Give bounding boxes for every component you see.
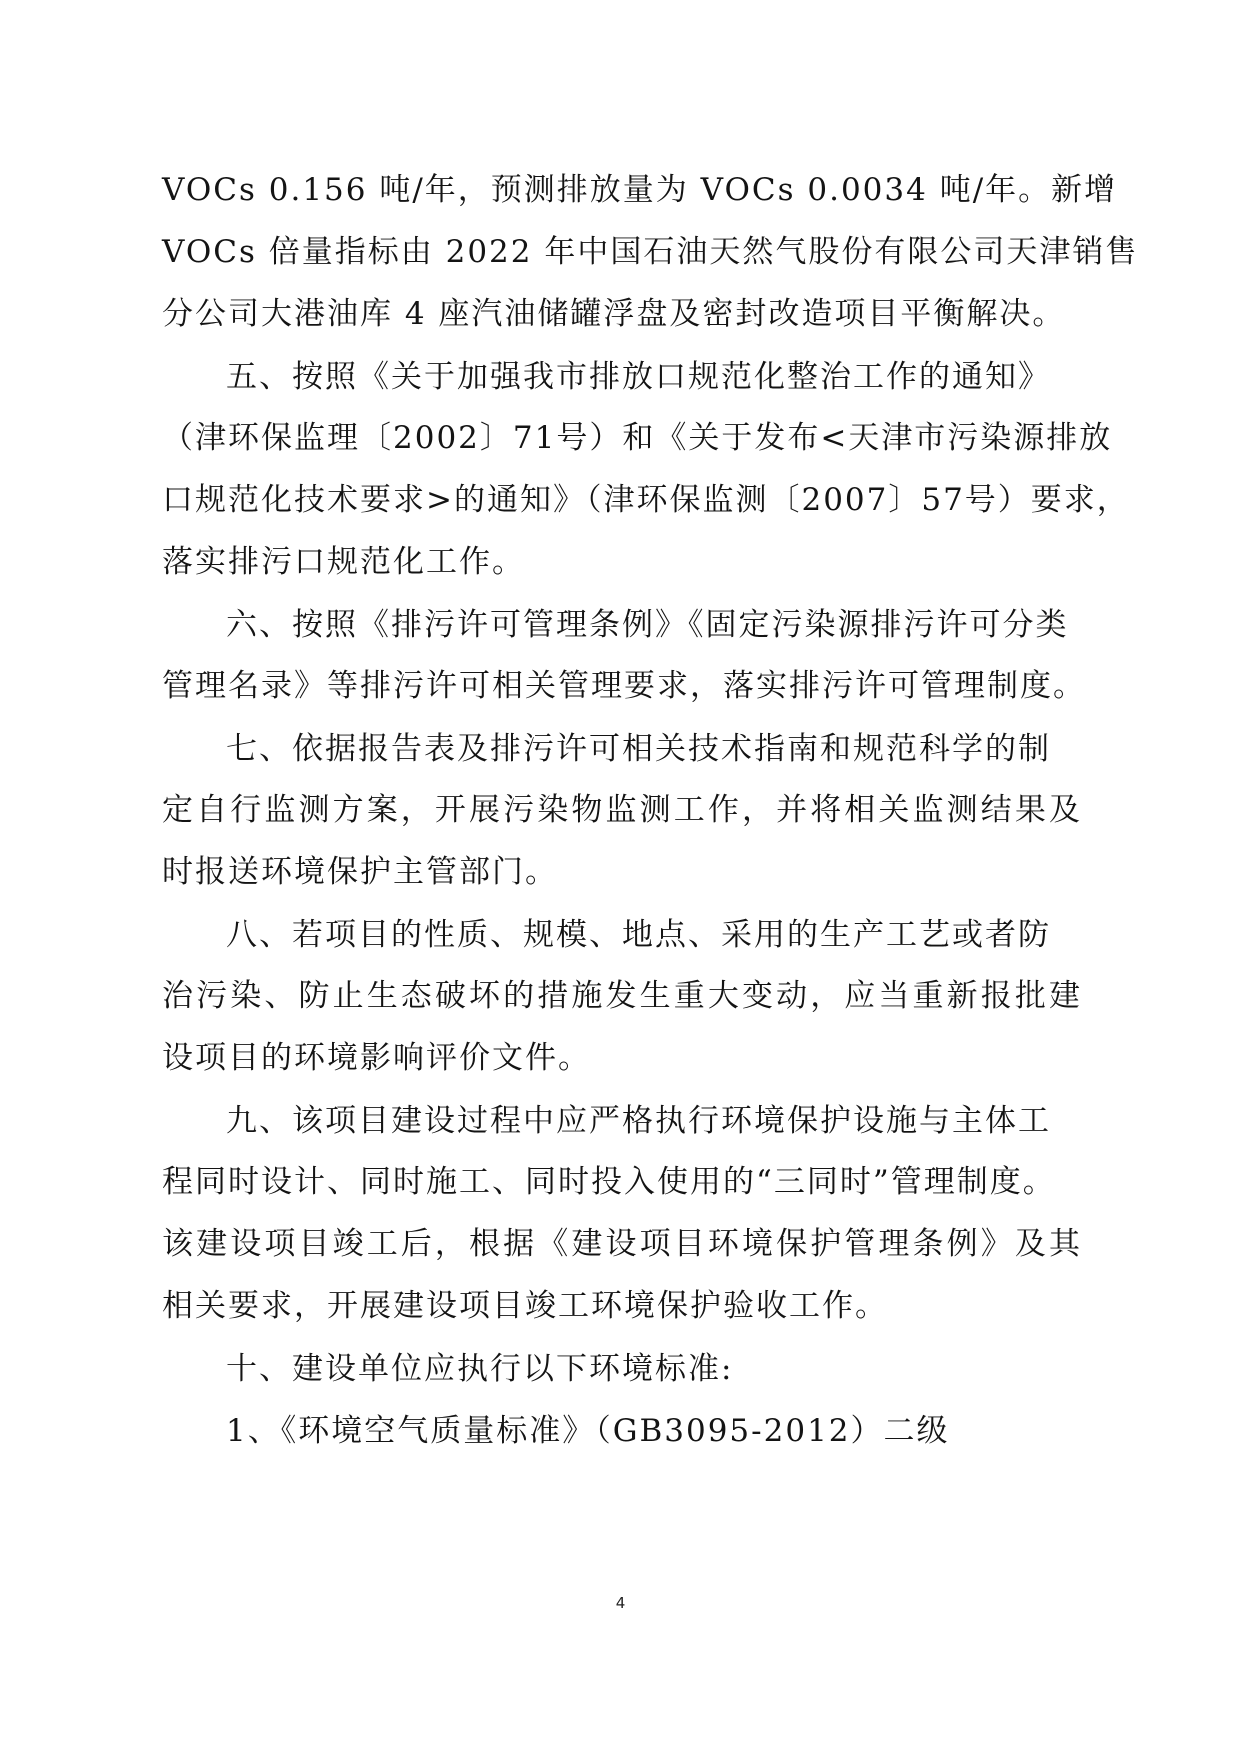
text-line: VOCs 倍量指标由 2022 年中国石油天然气股份有限公司天津销售 [162,234,1139,270]
text-line: VOCs 0.156 吨/年，预测排放量为 VOCs 0.0034 吨/年。新增 [162,172,1118,208]
text-line: 落实排污口规范化工作。 [162,544,525,580]
text-line: 该建设项目竣工后，根据《建设项目环境保护管理条例》及其 [162,1226,1082,1262]
text-line: 时报送环境保护主管部门。 [162,854,558,890]
text-line: 定自行监测方案，开展污染物监测工作，并将相关监测结果及 [162,792,1082,828]
text-line: 程同时设计、同时施工、同时投入使用的“三同时”管理制度。 [162,1164,1056,1200]
text-line: （津环保监理〔2002〕71号）和《关于发布<天津市污染源排放 [162,420,1113,456]
text-line: 治污染、防止生态破坏的措施发生重大变动，应当重新报批建 [162,978,1082,1014]
standard-item-1: 1、《环境空气质量标准》（GB3095-2012）二级 [226,1413,950,1449]
paragraph-ten-start: 十、建设单位应执行以下环境标准: [226,1351,734,1387]
page-number: 4 [615,1594,626,1612]
text-line: 相关要求，开展建设项目竣工环境保护验收工作。 [162,1288,888,1324]
text-line: 管理名录》等排污许可相关管理要求，落实排污许可管理制度。 [162,668,1086,704]
text-line: 分公司大港油库 4 座汽油储罐浮盘及密封改造项目平衡解决。 [162,296,1066,332]
text-line: 口规范化技术要求>的通知》（津环保监测〔2007〕57号）要求， [162,482,1130,518]
paragraph-six-start: 六、按照《排污许可管理条例》《固定污染源排污许可分类 [226,607,1069,643]
text-line: 设项目的环境影响评价文件。 [162,1040,591,1076]
paragraph-nine-start: 九、该项目建设过程中应严格执行环境保护设施与主体工 [226,1103,1051,1139]
paragraph-eight-start: 八、若项目的性质、规模、地点、采用的生产工艺或者防 [226,917,1051,953]
paragraph-five-start: 五、按照《关于加强我市排放口规范化整治工作的通知》 [226,359,1051,395]
paragraph-seven-start: 七、依据报告表及排污许可相关技术指南和规范科学的制 [226,731,1051,767]
